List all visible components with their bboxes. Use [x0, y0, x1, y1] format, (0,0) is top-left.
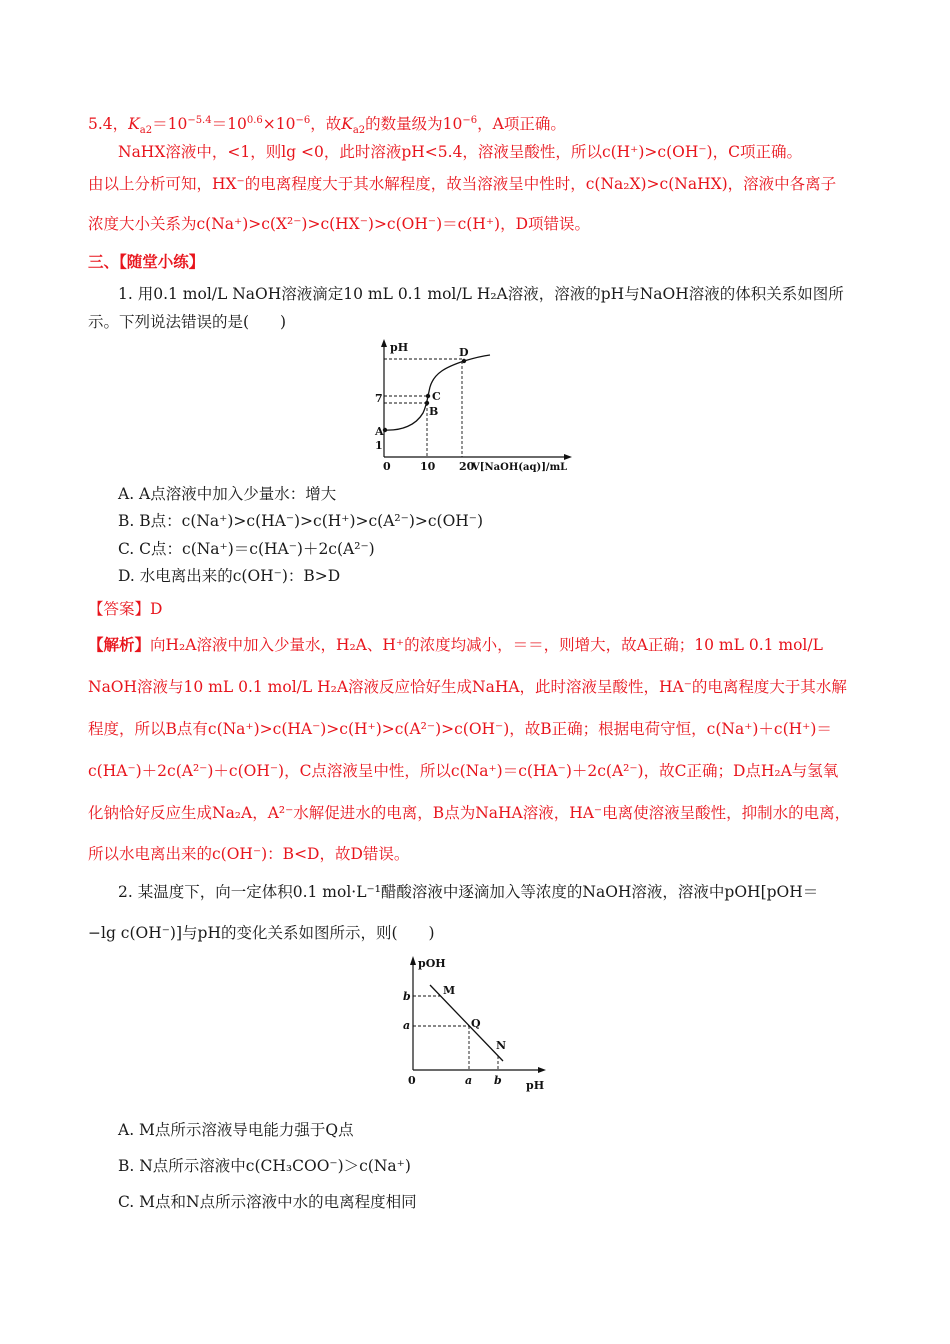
q2-ytick-b: b — [403, 990, 411, 1003]
q2-point-n-label: N — [496, 1039, 507, 1052]
q1-titration-figure — [374, 339, 574, 475]
q1-option-c: C. C点：c(Na⁺)＝c(HA⁻)＋2c(A²⁻) — [118, 540, 375, 558]
q1-analysis-line6: 所以水电离出来的c(OH⁻)：B<D，故D错误。 — [88, 845, 410, 863]
q1-answer: 【答案】D — [88, 600, 163, 618]
analysis-line-order: 浓度大小关系为c(Na⁺)>c(X²⁻)>c(HX⁻)>c(OH⁻)＝c(H⁺)，D项错误。 — [88, 215, 591, 233]
q1-xtick-0: 0 — [383, 460, 391, 473]
q2-point-m-label: M — [443, 984, 456, 997]
analysis-line-nahx: NaHX溶液中，<1，则lg <0，此时溶液pH<5.4，溶液呈酸性，所以c(H⁺)>c(OH⁻)，C项正确。 — [118, 143, 802, 161]
q1-xtick-10: 10 — [420, 460, 436, 473]
q1-point-b-label: B — [429, 405, 439, 418]
q1-option-d: D. 水电离出来的c(OH⁻)：B>D — [118, 567, 341, 585]
q1-xtick-20: 20 — [459, 460, 475, 473]
q1-ylabel: pH — [390, 341, 409, 354]
q2-stem-line1: 2. 某温度下，向一定体积0.1 mol·L⁻¹醋酸溶液中逐滴加入等浓度的NaOH溶液，溶液中pOH[pOH＝ — [118, 883, 819, 901]
q2-xlabel: pH — [526, 1079, 545, 1092]
q1-stem-line2: 示。下列说法错误的是( ) — [88, 313, 287, 331]
q1-point-c-label: C — [432, 390, 441, 403]
q2-point-q-label: Q — [471, 1017, 481, 1030]
q2-option-b: B. N点所示溶液中c(CH₃COO⁻)＞c(Na⁺) — [118, 1157, 411, 1175]
q1-analysis-line3: 程度，所以B点有c(Na⁺)>c(HA⁻)>c(H⁺)>c(A²⁻)>c(OH⁻)，故B正确；根据电荷守恒，c(Na⁺)＋c(H⁺)＝ — [88, 720, 832, 738]
q1-option-a: A. A点溶液中加入少量水：增大 — [118, 485, 337, 503]
q1-analysis-line2: NaOH溶液与10 mL 0.1 mol/L H₂A溶液反应恰好生成NaHA，此时溶液呈酸性，HA⁻的电离程度大于其水解 — [88, 678, 847, 696]
q2-ytick-a: a — [403, 1019, 411, 1032]
q1-stem-line1: 1. 用0.1 mol/L NaOH溶液滴定10 mL 0.1 mol/L H₂A溶液，溶液的pH与NaOH溶液的体积关系如图所 — [118, 285, 844, 303]
q1-ytick-7: 7 — [375, 392, 383, 405]
q2-xtick-b: b — [494, 1074, 502, 1087]
q1-analysis-line5: 化钠恰好反应生成Na₂A，A²⁻水解促进水的电离，B点为NaHA溶液，HA⁻电离使溶液呈酸性，抑制水的电离， — [88, 804, 851, 822]
q2-poh-ph-figure — [398, 953, 548, 1093]
analysis-line-ka2: 5.4，$K_{a2}=10^{-5.4}=10^{0.6}\times 10^{-6}$，故$K_{a2}$的数量级为$10^{-6}$，A项正确。 — [88, 114, 566, 137]
q1-point-a-label: A — [375, 425, 384, 438]
q2-option-a: A. M点所示溶液导电能力强于Q点 — [118, 1121, 354, 1139]
q1-xlabel: V[NaOH(aq)]/mL — [472, 462, 568, 473]
q1-point-d-label: D — [459, 346, 469, 359]
q1-analysis-tag: 【解析】 — [88, 635, 151, 654]
q2-option-c: C. M点和N点所示溶液中水的电离程度相同 — [118, 1193, 417, 1211]
q1-analysis-line4: c(HA⁻)＋2c(A²⁻)＋c(OH⁻)，C点溶液呈中性，所以c(Na⁺)＝c(HA⁻)＋2c(A²⁻)，故C正确；D点H₂A与氢氧 — [88, 762, 839, 780]
q2-stem-line2: −lg c(OH⁻)]与pH的变化关系如图所示，则( ) — [88, 924, 435, 942]
q1-option-b: B. B点：c(Na⁺)>c(HA⁻)>c(H⁺)>c(A²⁻)>c(OH⁻) — [118, 512, 484, 530]
q1-ytick-1: 1 — [375, 439, 383, 452]
section-heading: 三、【随堂小练】 — [88, 252, 205, 271]
analysis-line-summary: 由以上分析可知，HX⁻的电离程度大于其水解程度，故当溶液呈中性时，c(Na₂X)>c(NaHX)，溶液中各离子 — [88, 175, 837, 193]
q2-xtick-a: a — [465, 1074, 473, 1087]
q2-xtick-0: 0 — [408, 1074, 416, 1087]
q2-ylabel: pOH — [418, 957, 446, 970]
q1-analysis-line1: 【解析】向H₂A溶液中加入少量水，H₂A、H⁺的浓度均减小，＝＝，则增大，故A正确；10 mL 0.1 mol/L — [88, 635, 823, 654]
